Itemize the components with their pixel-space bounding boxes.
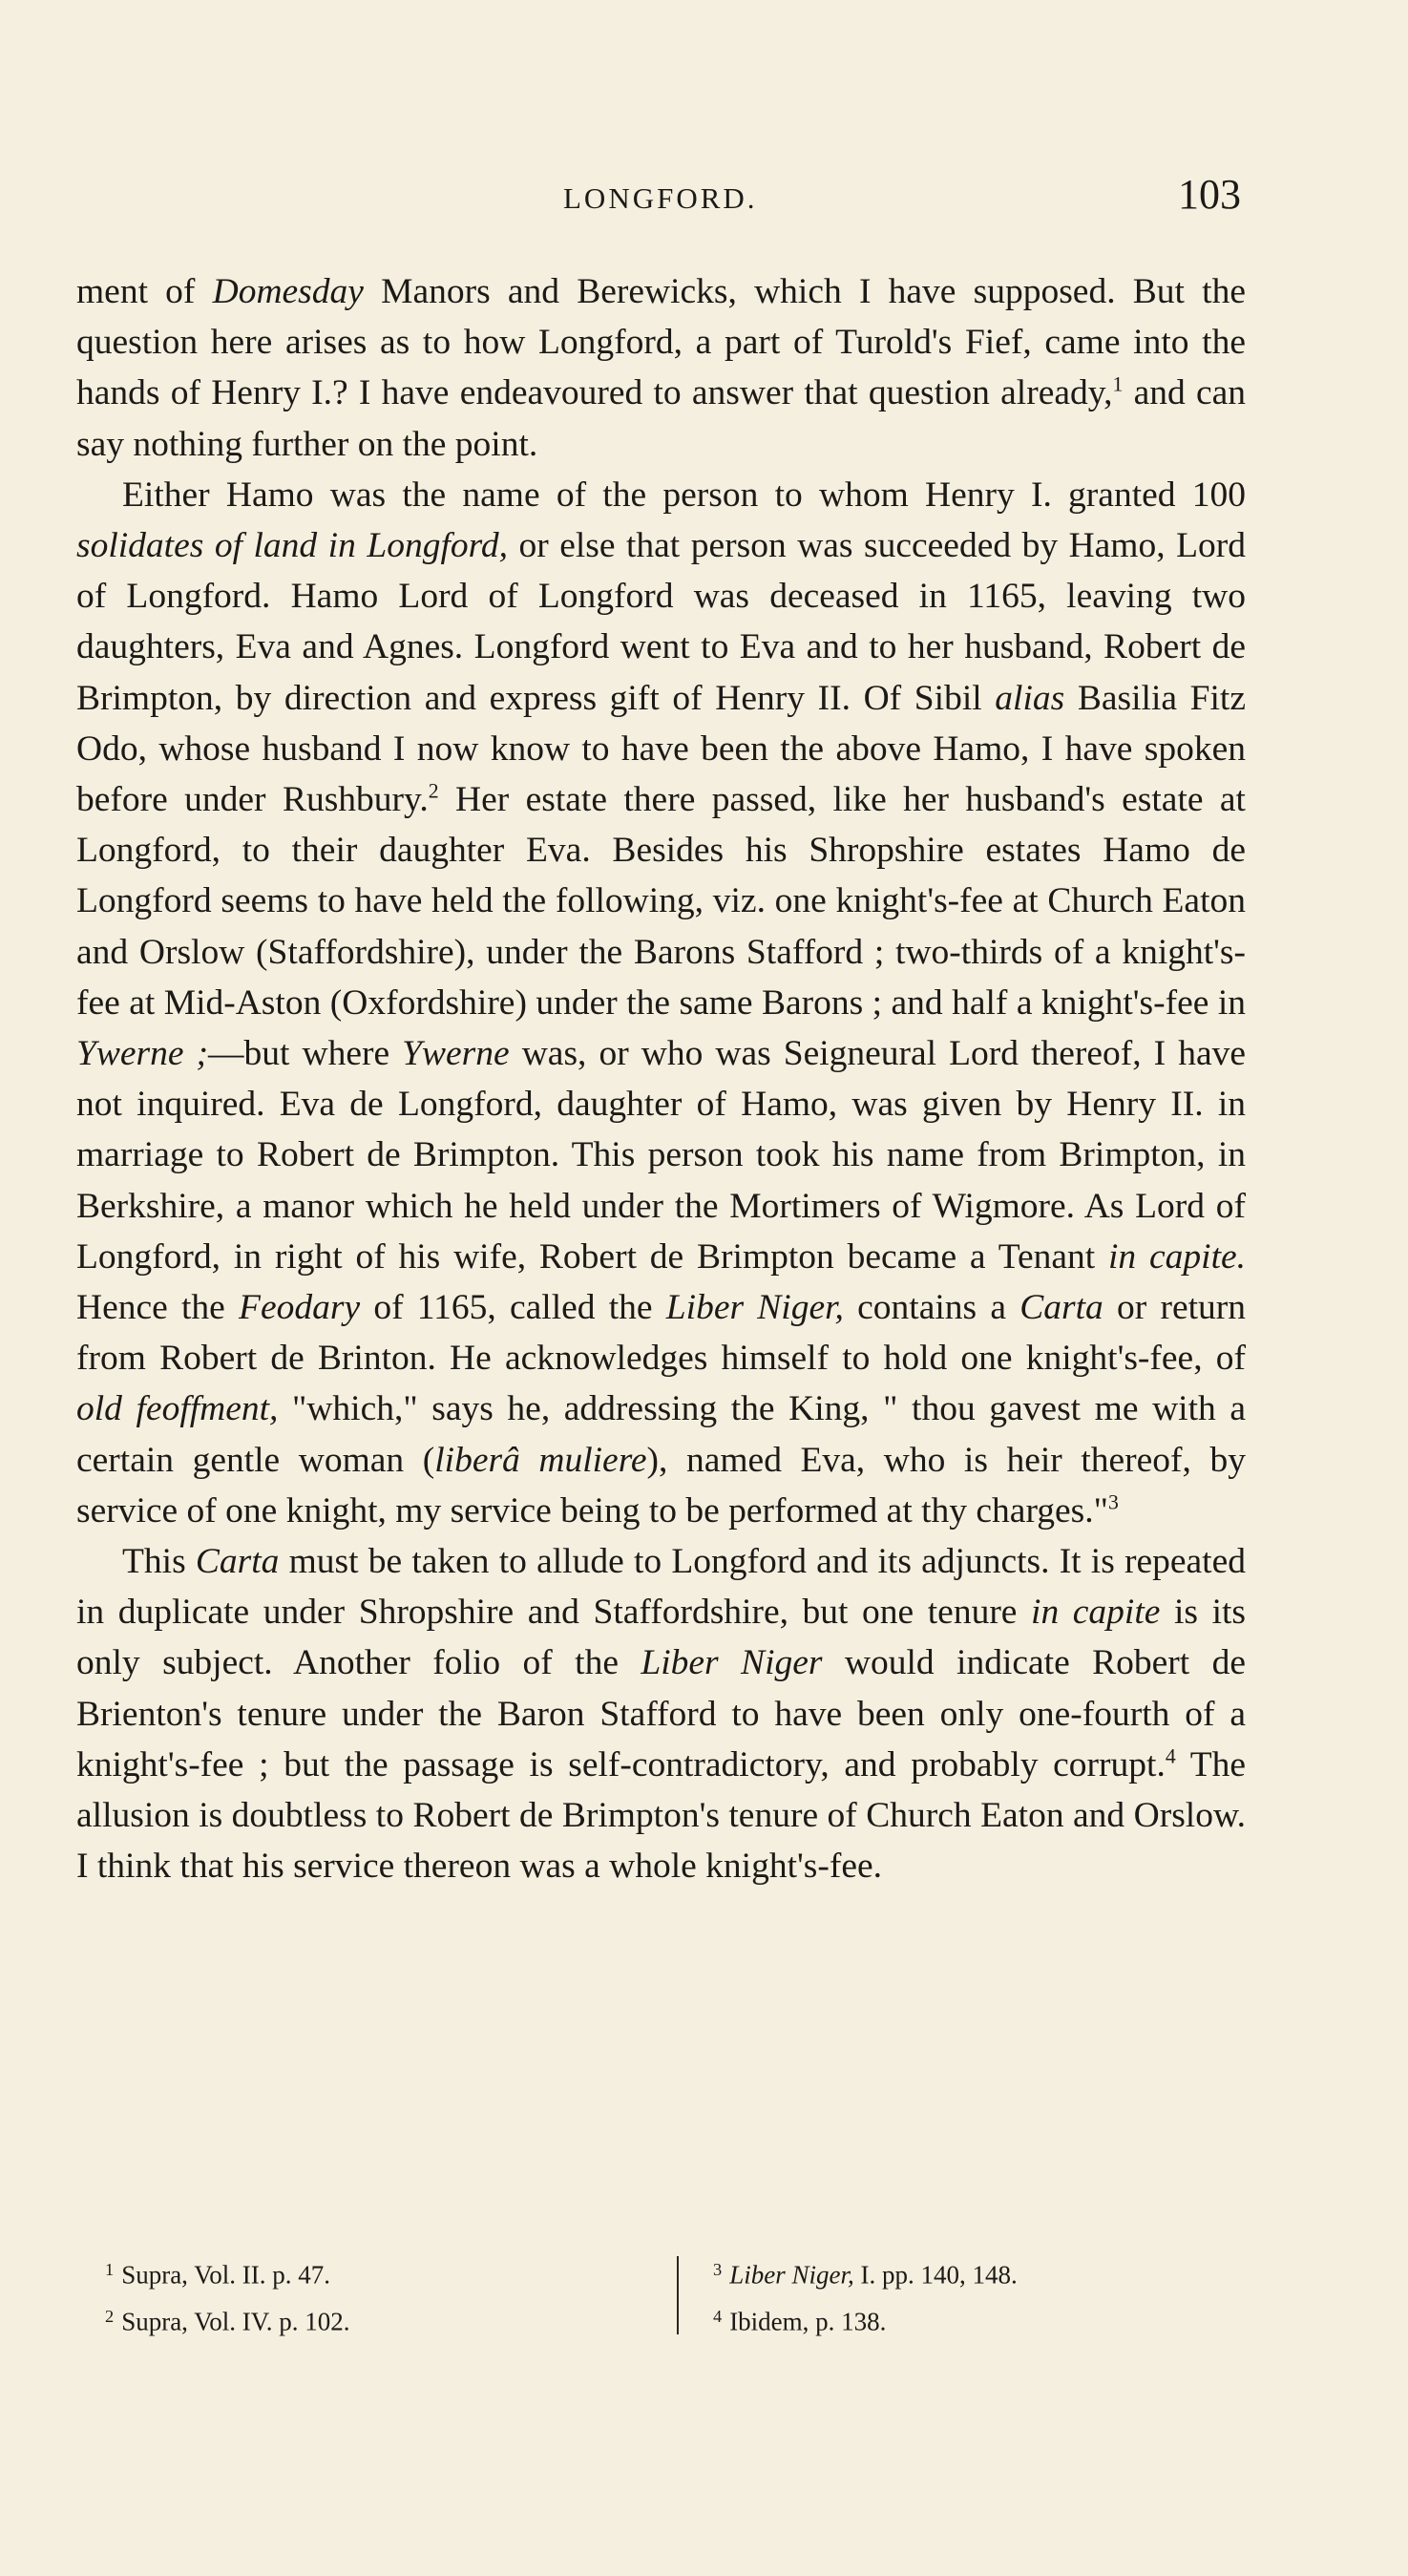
italic-text: solidates of land in Longford, xyxy=(76,526,508,566)
text-run: This xyxy=(122,1542,196,1582)
paragraph xyxy=(76,470,1246,1536)
italic-text: Carta xyxy=(195,1542,280,1582)
body-text xyxy=(76,266,1246,1892)
footnote-text: Supra, Vol. II. p. 47. xyxy=(121,2260,330,2290)
italic-text: Carta xyxy=(1019,1288,1103,1328)
footnote-ref: 2 xyxy=(428,779,439,803)
italic-text: Domesday xyxy=(212,272,364,311)
footnote-number: 1 xyxy=(105,2260,115,2279)
footnote-ref: 1 xyxy=(1112,372,1124,396)
text-run: ment of xyxy=(76,272,213,311)
text-run: must be taken to allude to Longford and its adjuncts. It is repeated in duplicate under Shropshire and Staffordshire, but one tenure xyxy=(76,1542,1246,1633)
page-header xyxy=(76,170,1241,227)
text-run: Either Hamo was the name of the person to whom Henry I. granted 100 xyxy=(122,475,1246,515)
footnote xyxy=(105,2295,640,2342)
footnote-divider xyxy=(677,2256,679,2334)
text-run: Manors and Berewicks, which I have supposed. But the question here arises as to how Longford, a part of Turold's Fief, came into the hands of Henry I.? I have endeavoured to answer that question already, xyxy=(76,272,1246,413)
footnote-number: 2 xyxy=(105,2307,115,2327)
italic-text: in capite. xyxy=(1108,1236,1247,1277)
footnotes-left-column xyxy=(105,2249,640,2343)
footnote xyxy=(713,2295,1248,2342)
italic-text: old feoffment, xyxy=(76,1389,279,1429)
text-run: Hence the xyxy=(76,1288,240,1328)
italic-text: Liber Niger xyxy=(641,1643,823,1683)
text-run: of 1165, called the xyxy=(360,1288,666,1328)
italic-text: liberâ muliere xyxy=(434,1440,647,1480)
footnote-ref: 3 xyxy=(1107,1490,1119,1514)
text-run: or return from Robert de Brinton. He acknowledges himself to hold one knight's-fee, of xyxy=(76,1288,1247,1379)
page-number: 103 xyxy=(1178,171,1241,218)
text-run: The allusion is doubtless to Robert de Brimpton's tenure of Church Eaton and Orslow. I think that his service thereon was a whole knight's-fee. xyxy=(76,1744,1246,1887)
footnotes-right-column xyxy=(713,2249,1248,2343)
text-run: is its only subject. Another folio of the xyxy=(76,1593,1246,1683)
footnote xyxy=(713,2249,1248,2295)
text-run: Her estate there passed, like her husband's estate at Longford, to their daughter Eva. Besides his Shropshire estates Hamo de Longford seems to have held the following, viz. one knight's-fee at Church Eaton and Orslow (Staffordshire), under the Barons Stafford ; two-thirds of a knight's-fee at Mid-Aston (Oxfordshire) under the same Barons ; and half a knight's-fee in xyxy=(76,780,1246,1023)
italic-text: in capite xyxy=(1031,1593,1161,1633)
italic-text: Ywerne ; xyxy=(76,1034,209,1074)
footnote-number: 3 xyxy=(713,2260,723,2279)
text-run: and can say nothing further on the point. xyxy=(76,373,1247,464)
running-head: LONGFORD. xyxy=(563,181,758,215)
text-run: —but where xyxy=(208,1034,403,1074)
text-run: or else that person was succeeded by Hamo, Lord of Longford. Hamo Lord of Longford was deceased in 1165, leaving two daughters, Eva and Agnes. Longford went to Eva and to her husband, Robert de Brimpton, by direction and express gift of Henry II. Of Sibil xyxy=(76,526,1246,718)
footnote-ref: 4 xyxy=(1165,1744,1176,1768)
footnote-text: Ibidem, p. 138. xyxy=(729,2307,887,2336)
paragraph xyxy=(76,1536,1246,1891)
text-run: would indicate Robert de Brienton's tenure under the Baron Stafford to have been only one-fourth of a knight's-fee ; but the passage is self-contradictory, and probably corrupt. xyxy=(76,1643,1247,1784)
text-run: "which," says he, addressing the King, " thou gavest me with a certain gentle woman ( xyxy=(76,1389,1246,1480)
footnote-text: I. pp. 140, 148. xyxy=(853,2260,1018,2290)
text-run: ), named Eva, who is heir thereof, by service of one knight, my service being to be performed at thy charges." xyxy=(76,1440,1246,1531)
footnote-number: 4 xyxy=(713,2307,723,2327)
italic-text: alias xyxy=(995,678,1065,718)
text-run: was, or who was Seigneural Lord thereof, I have not inquired. Eva de Longford, daughter of Hamo, was given by Henry II. in marriage to Robert de Brimpton. This person took his name from Brimpton, in Berkshire, a manor which he held under the Mortimers of Wigmore. As Lord of Longford, in right of his wife, Robert de Brimpton became a Tenant xyxy=(76,1034,1246,1277)
italic-text: Feodary xyxy=(239,1288,361,1328)
italic-text: Liber Niger, xyxy=(665,1288,844,1328)
text-run: Basilia Fitz Odo, whose husband I now know to have been the above Hamo, I have spoken before under Rushbury. xyxy=(76,678,1246,820)
paragraph xyxy=(76,266,1246,470)
text-run: contains a xyxy=(843,1288,1020,1328)
footnote xyxy=(105,2249,640,2295)
footnote-text: Supra, Vol. IV. p. 102. xyxy=(121,2307,350,2336)
italic-text: Ywerne xyxy=(402,1034,510,1074)
footnote-italic: Liber Niger, xyxy=(729,2260,854,2290)
